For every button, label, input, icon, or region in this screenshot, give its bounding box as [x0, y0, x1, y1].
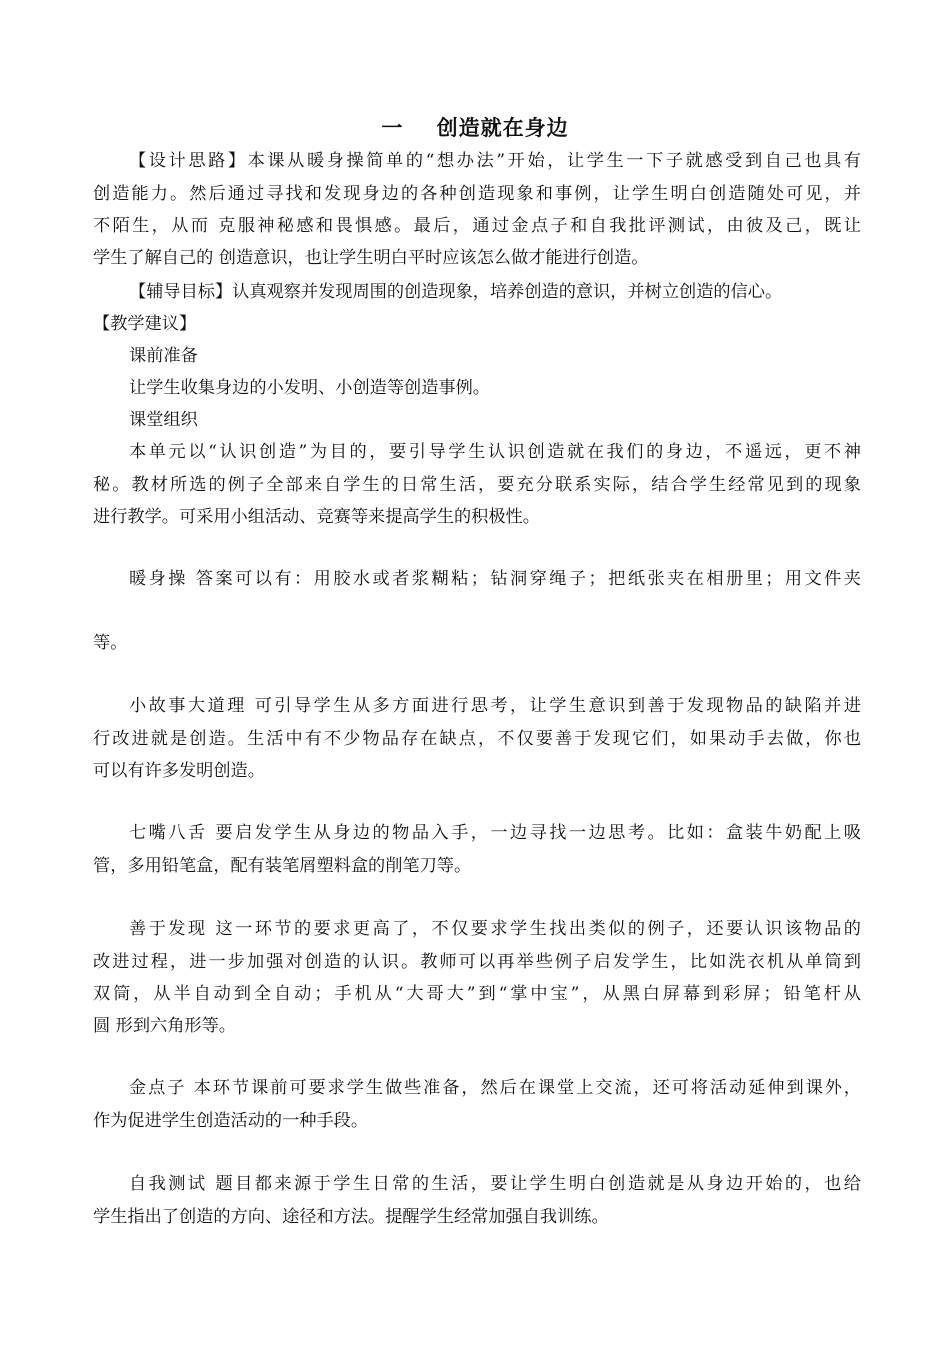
- discussion-line-1: 七嘴八舌 要启发学生从身边的物品入手，一边寻找一边思考。比如：盒装牛奶配上吸: [129, 823, 861, 843]
- story-line-3: 可以有许多发明创造。: [93, 761, 265, 781]
- design-idea-line-4: 学生了解自己的 创造意识，也让学生明白平时应该怎么做才能进行创造。: [93, 248, 649, 268]
- page-title: 一 创造就在身边: [381, 116, 569, 140]
- self-test-line-1: 自我测试 题目都来源于学生日常的生活，要让学生明白创造就是从身边开始的，也给: [129, 1174, 861, 1194]
- unit-text-line-1: 本单元以“认识创造”为目的，要引导学生认识创造就在我们的身边，不遥远，更不神: [129, 442, 861, 462]
- pre-class-text: 让学生收集身边的小发明、小创造等创造事例。: [129, 378, 490, 398]
- discover-line-1: 善于发现 这一环节的要求更高了，不仅要求学生找出类似的例子，还要认识该物品的: [129, 919, 861, 939]
- design-idea-line-2: 创造能力。然后通过寻找和发现身边的各种创造现象和事例，让学生明白创造随处可见，并: [93, 184, 861, 204]
- discover-line-3: 双筒，从半自动到全自动；手机从“大哥大”到“掌中宝”，从黑白屏幕到彩屏；铅笔杆从: [93, 984, 861, 1004]
- self-test-line-2: 学生指出了创造的方向、途径和方法。提醒学生经常加强自我训练。: [93, 1207, 609, 1227]
- guidance-goal-line: 【辅导目标】认真观察并发现周围的创造现象，培养创造的意识，并树立创造的信心。: [129, 282, 783, 302]
- warmup-line-1: 暖身操 答案可以有：用胶水或者浆糊粘；钻洞穿绳子；把纸张夹在相册里；用文件夹: [129, 569, 861, 589]
- teaching-advice-heading: 【教学建议】: [93, 314, 197, 334]
- story-line-2: 行改进就是创造。生活中有不少物品存在缺点，不仅要善于发现它们，如果动手去做，你也: [93, 729, 861, 749]
- discover-line-4: 圆 形到六角形等。: [93, 1016, 236, 1036]
- discover-line-2: 改进过程，进一步加强对创造的认识。教师可以再举些例子启发学生，比如洗衣机从单筒到: [93, 952, 861, 972]
- unit-text-line-2: 秘。教材所选的例子全部来自学生的日常生活，要充分联系实际，结合学生经常见到的现象: [93, 475, 861, 495]
- class-organization-heading: 课堂组织: [129, 410, 198, 430]
- design-idea-line-1: 【设计思路】本课从暖身操简单的“想办法”开始，让学生一下子就感受到自己也具有: [129, 151, 861, 171]
- discussion-line-2: 管，多用铅笔盒，配有装笔屑塑料盒的削笔刀等。: [93, 856, 472, 876]
- story-line-1: 小故事大道理 可引导学生从多方面进行思考，让学生意识到善于发现物品的缺陷并进: [129, 696, 861, 716]
- pre-class-heading: 课前准备: [129, 346, 198, 366]
- design-idea-line-3: 不陌生，从而 克服神秘感和畏惧感。最后，通过金点子和自我批评测试，由彼及己，既让: [93, 216, 861, 236]
- unit-text-line-3: 进行教学。可采用小组活动、竞赛等来提高学生的积极性。: [93, 507, 540, 527]
- golden-idea-line-2: 作为促进学生创造活动的一种手段。: [93, 1111, 369, 1131]
- warmup-line-2: 等。: [93, 633, 128, 653]
- golden-idea-line-1: 金点子 本环节课前可要求学生做些准备，然后在课堂上交流，还可将活动延伸到课外，: [129, 1078, 861, 1098]
